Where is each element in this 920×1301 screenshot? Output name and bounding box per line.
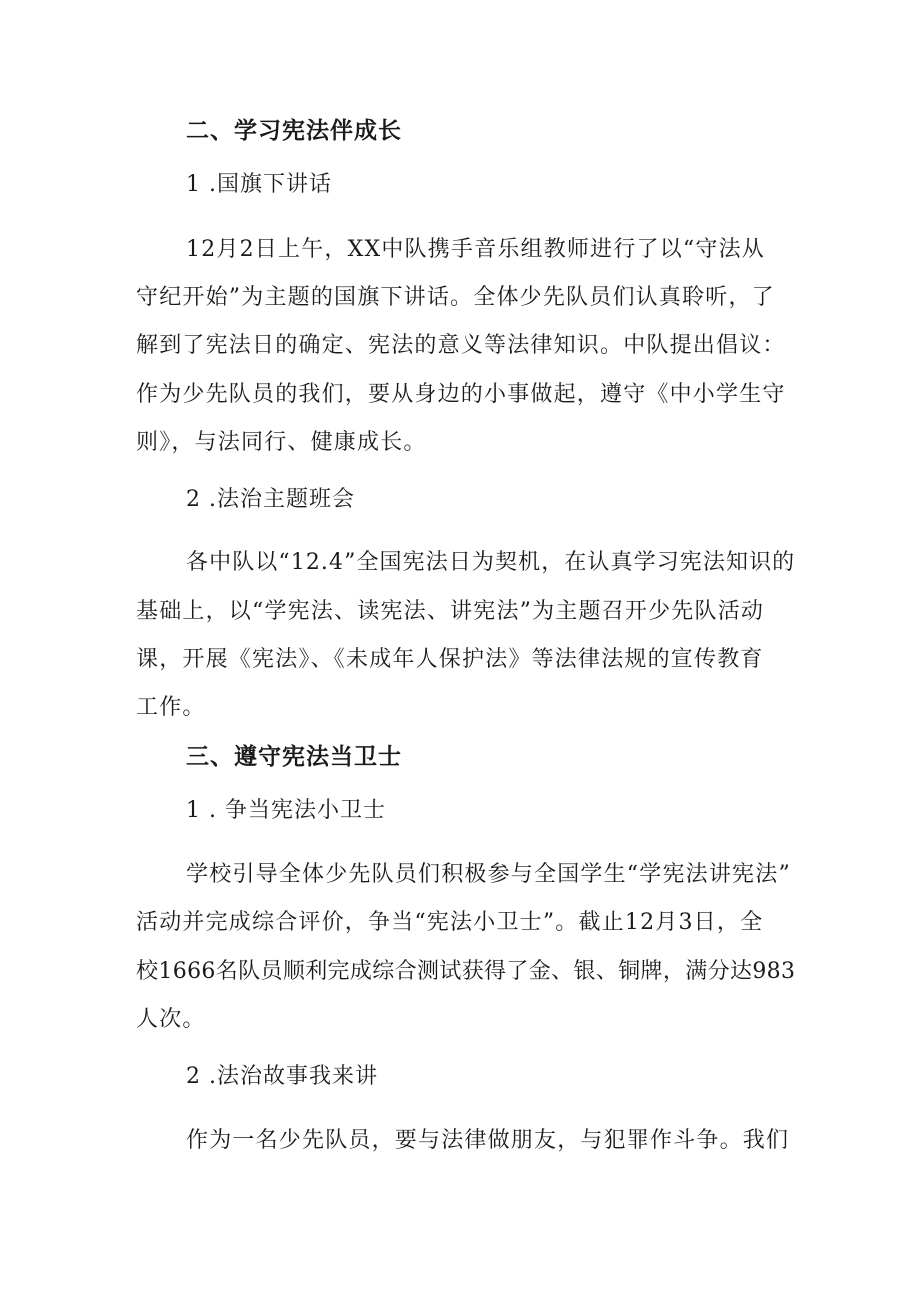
paragraph-line: 学校引导全体少先队员们积极参与全国学生“学宪法讲宪法” xyxy=(186,862,791,887)
subsection-title-class-meeting: 2 .法治主题班会 xyxy=(186,487,355,512)
paragraph-line: 作为一名少先队员，要与法律做朋友，与犯罪作斗争。我们 xyxy=(186,1128,790,1153)
section-heading-2: 二、学习宪法伴成长 xyxy=(186,118,402,144)
paragraph-line: 作为少先队员的我们，要从身边的小事做起，遵守《中小学生守 xyxy=(136,382,786,407)
paragraph-line: 校1666名队员顺利完成综合测试获得了金、银、铜牌，满分达983 xyxy=(136,959,796,984)
paragraph-line: 工作。 xyxy=(136,695,206,720)
paragraph-line: 课，开展《宪法》、《未成年人保护法》等法律法规的宣传教育 xyxy=(136,647,764,672)
subsection-title-law-stories: 2 .法治故事我来讲 xyxy=(186,1064,378,1089)
paragraph-line: 12月2日上午，XX中队携手音乐组教师进行了以“守法从 xyxy=(186,237,765,262)
paragraph-line: 活动并完成综合评价，争当“宪法小卫士”。截止12月3日，全 xyxy=(136,910,764,935)
paragraph-line: 基础上，以“学宪法、读宪法、讲宪法”为主题召开少先队活动 xyxy=(136,599,765,624)
paragraph-line: 则》，与法同行、健康成长。 xyxy=(136,430,427,455)
paragraph-line: 守纪开始”为主题的国旗下讲话。全体少先队员们认真聆听，了 xyxy=(136,285,775,310)
subsection-title-flag-speech: 1 .国旗下讲话 xyxy=(186,172,332,197)
paragraph-line: 解到了宪法日的确定、宪法的意义等法律知识。中队提出倡议： xyxy=(136,333,786,358)
subsection-title-constitution-guard: 1 . 争当宪法小卫士 xyxy=(186,798,386,823)
paragraph-line: 人次。 xyxy=(136,1007,206,1032)
section-heading-3: 三、遵守宪法当卫士 xyxy=(186,744,402,770)
paragraph-line: 各中队以“12.4”全国宪法日为契机，在认真学习宪法知识的 xyxy=(186,550,796,575)
